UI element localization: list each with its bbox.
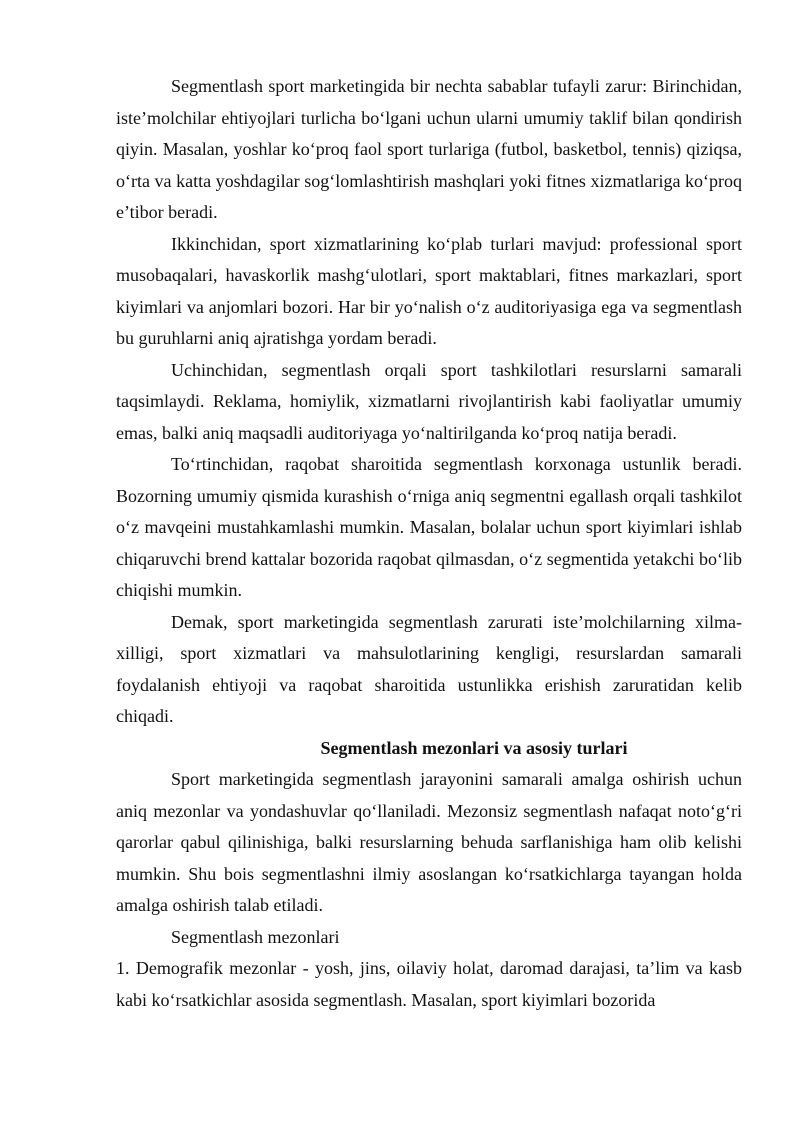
subheading: Segmentlash mezonlari: [171, 926, 340, 947]
paragraph-section: Sport marketingida segmentlash jarayonini samarali amalga oshirish uchun aniq mezonlar va yondashuvlar qo‘llaniladi. Mezonsiz segmentlash nafaqat noto‘g‘ri qarorlar qabul qilinishiga, balki resurslarning behuda sarflanishiga ham olib kelishi mumkin. Shu bois segmentlashni ilmiy asoslangan ko‘rsatkichlarga tayangan holda amalga oshirish talab etiladi.: [116, 769, 742, 915]
paragraph-intro-2: Ikkinchidan, sport xizmatlarining ko‘plab turlari mavjud: professional sport musobaqalari, havaskorlik mashg‘ulotlari, sport maktablari, fitnes markazlari, sport kiyimlari va anjomlari bozori. Har bir yo‘nalish o‘z auditoriyasiga ega va segmentlash bu guruhlarni aniq ajratishga yordam beradi.: [116, 233, 742, 348]
paragraph-intro-5: Demak, sport marketingida segmentlash zarurati iste’molchilarning xilma-xilligi, sport xizmatlari va mahsulotlarining kengligi, resurslardan samarali foydalanish ehtiyoji va raqobat sharoitida ustunlikka erishish zaruratidan kelib chiqadi.: [116, 611, 742, 726]
section-heading: Segmentlash mezonlari va asosiy turlari: [320, 737, 628, 758]
paragraph-intro-4: To‘rtinchidan, raqobat sharoitida segmentlash korxonaga ustunlik beradi. Bozorning umumiy qismida kurashish o‘rniga aniq segmentni egallash orqali tashkilot o‘z mavqeini mustahkamlashi mumkin. Masalan, bolalar uchun sport kiyimlari ishlab chiqaruvchi brend kattalar bozorida raqobat qilmasdan, o‘z segmentida yetakchi bo‘lib chiqishi mumkin.: [116, 454, 742, 600]
document-page: [116, 71, 742, 1016]
paragraph-intro-3: Uchinchidan, segmentlash orqali sport tashkilotlari resurslarni samarali taqsimlaydi. Reklama, homiylik, xizmatlarni rivojlantirish kabi faoliyatlar umumiy emas, balki aniq maqsadli auditoriyaga yo‘naltirilganda ko‘proq natija beradi.: [116, 359, 742, 443]
paragraph-intro-1: Segmentlash sport marketingida bir nechta sabablar tufayli zarur: Birinchidan, iste’molchilar ehtiyojlari turlicha bo‘lgani uchun ularni umumiy taklif bilan qondirish qiyin. Masalan, yoshlar ko‘proq faol sport turlariga (futbol, basketbol, tennis) qiziqsa, o‘rta va katta yoshdagilar sog‘lomlashtirish mashqlari yoki fitnes xizmatlariga ko‘proq e’tibor beradi.: [116, 76, 742, 222]
list-item-demographic: 1. Demografik mezonlar - yosh, jins, oilaviy holat, daromad darajasi, ta’lim va kasb kabi ko‘rsatkichlar asosida segmentlash. Masalan, sport kiyimlari bozorida: [116, 958, 742, 1010]
